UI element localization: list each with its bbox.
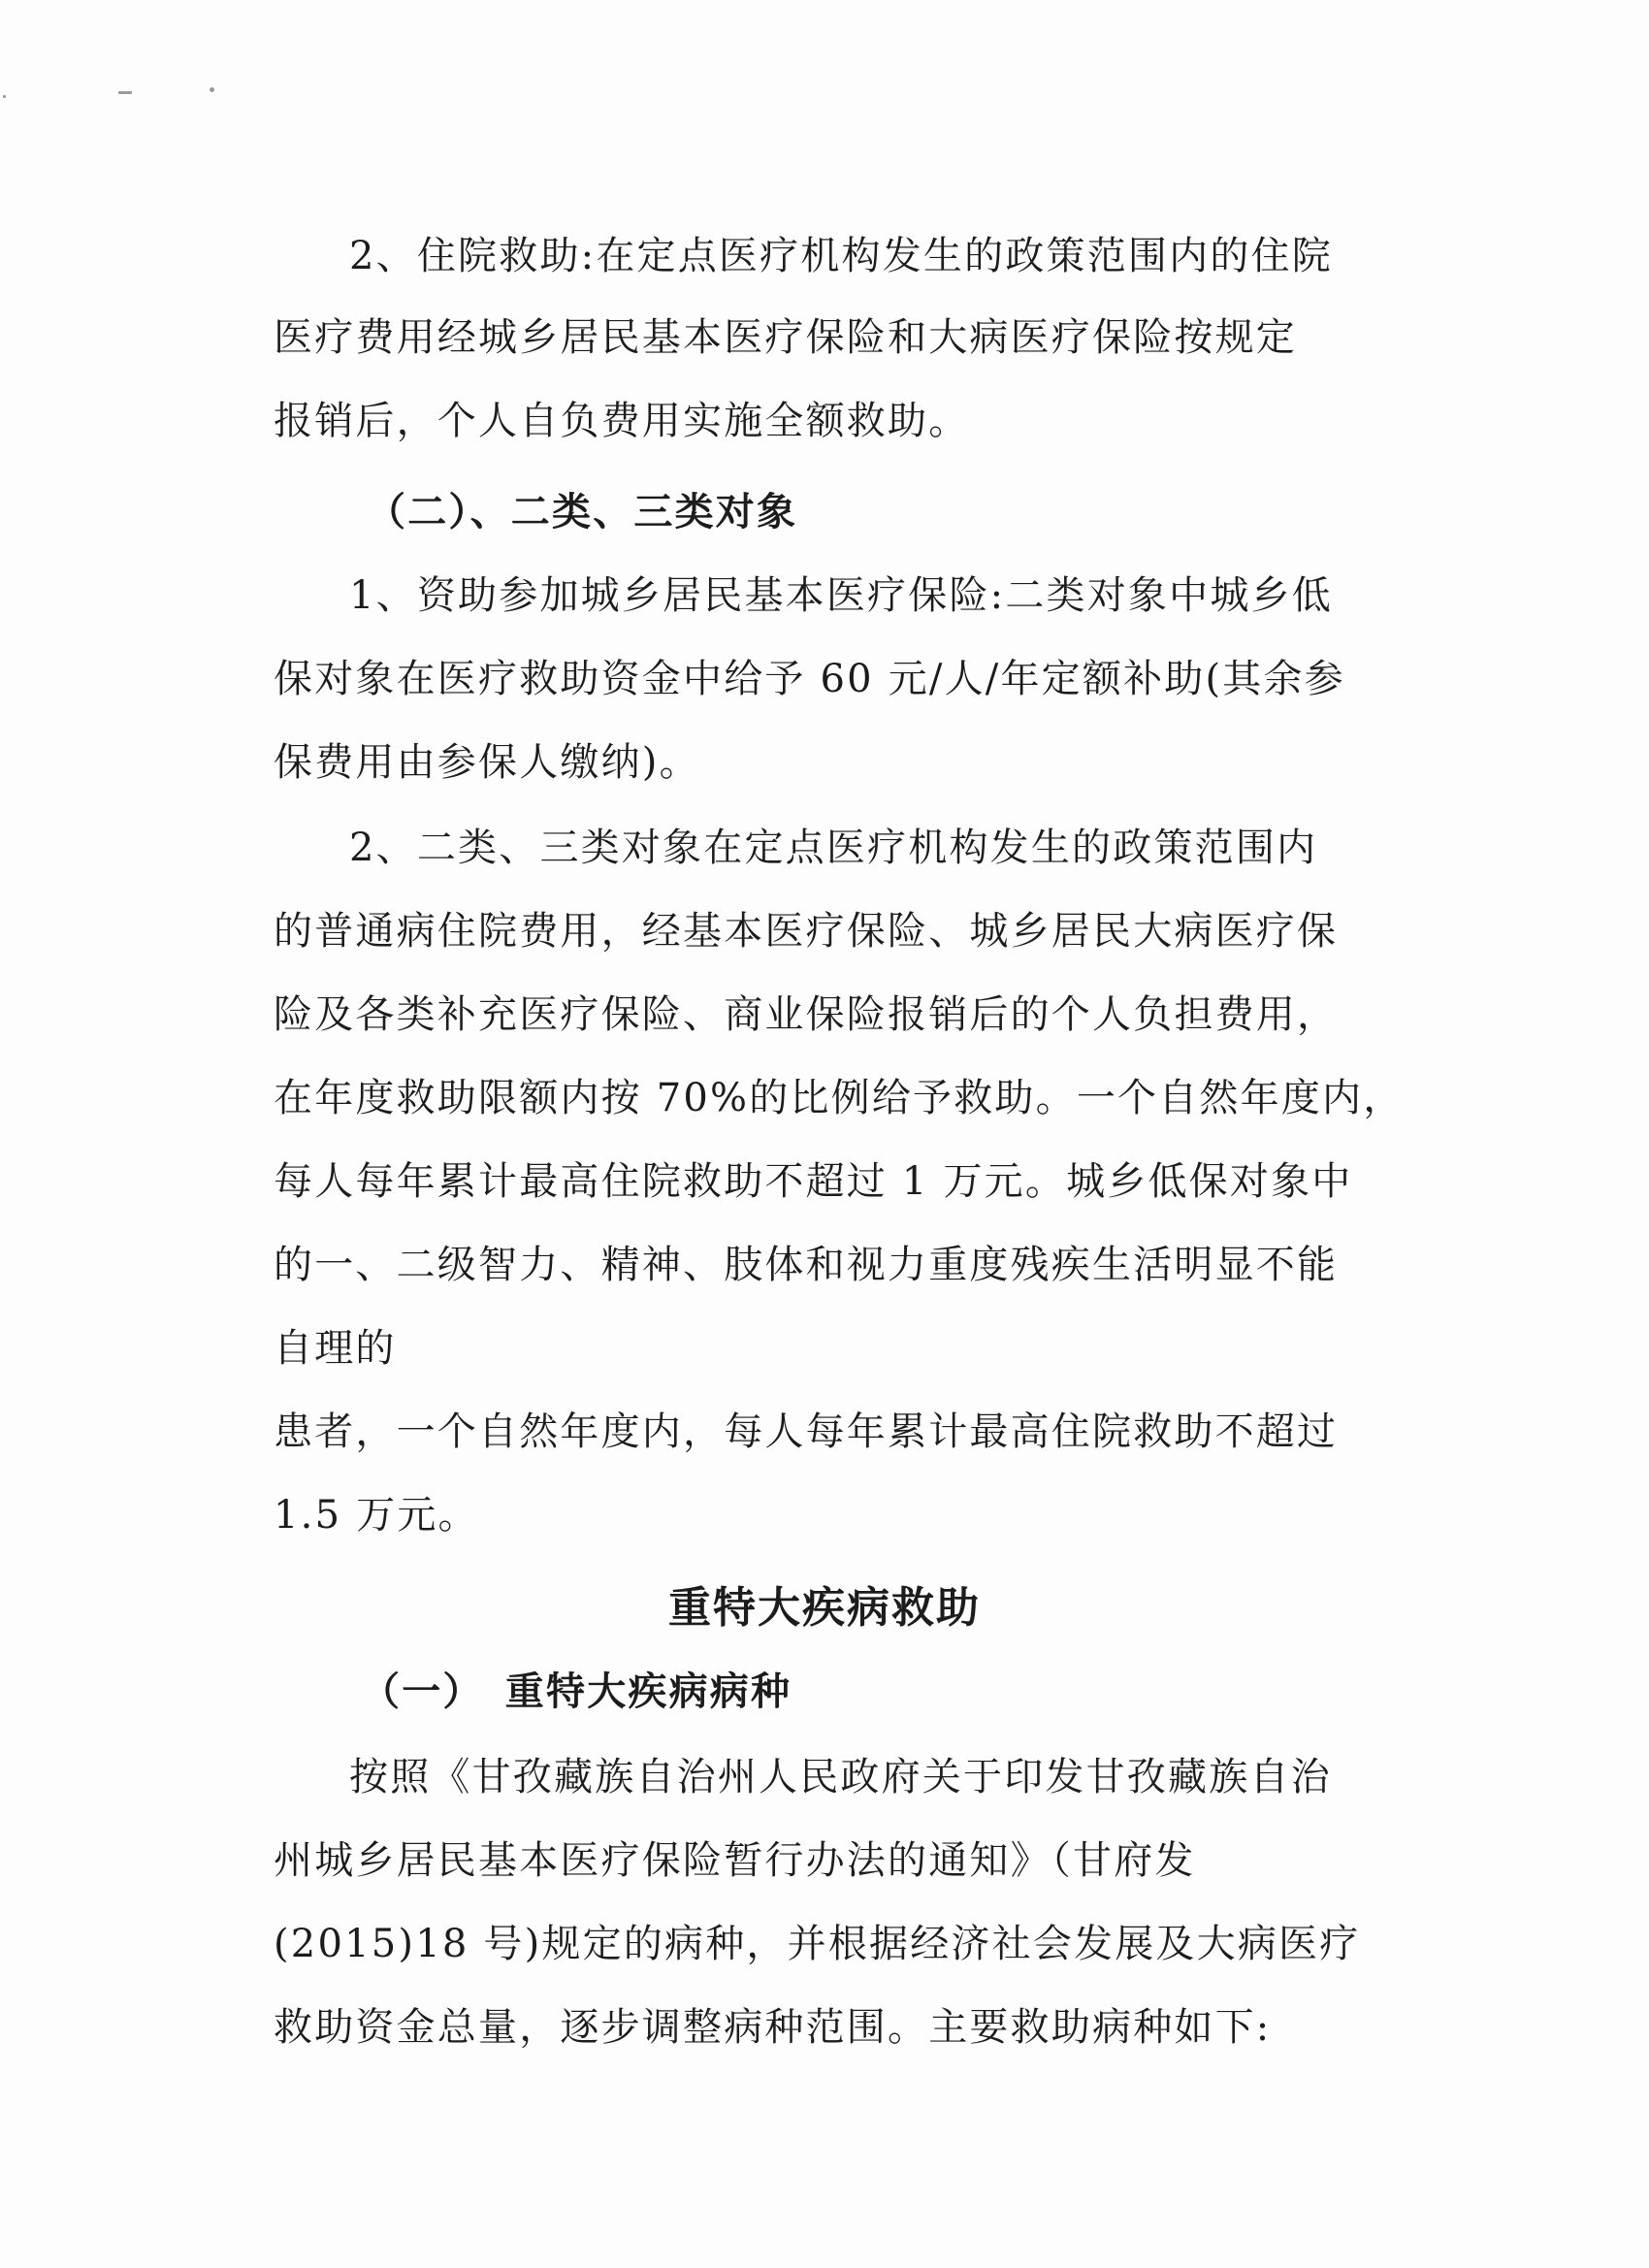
paragraph-line: 险及各类补充医疗保险、商业保险报销后的个人负担费用， xyxy=(274,992,1339,1037)
paragraph-line: 医疗费用经城乡居民基本医疗保险和大病医疗保险按规定 xyxy=(274,315,1297,360)
paragraph-line: 保费用由参保人缴纳)。 xyxy=(274,740,700,785)
paragraph-line: 的一、二级智力、精神、肢体和视力重度残疾生活明显不能 xyxy=(274,1243,1339,1287)
section-title-major-illness-assistance: 重特大疾病救助 xyxy=(668,1583,981,1633)
paragraph-line: 2、住院救助:在定点医疗机构发生的政策范围内的住院 xyxy=(349,234,1333,278)
paragraph-line: 在年度救助限额内按 70%的比例给予救助。一个自然年度内， xyxy=(274,1076,1405,1120)
paragraph-line: 州城乡居民基本医疗保险暂行办法的通知》（甘府发 xyxy=(274,1838,1196,1883)
scan-mark-2 xyxy=(210,87,214,92)
paragraph-line: 每人每年累计最高住院救助不超过 1 万元。城乡低保对象中 xyxy=(274,1159,1353,1204)
paragraph-line: 患者，一个自然年度内，每人每年累计最高住院救助不超过 xyxy=(274,1409,1339,1454)
paragraph-line: 的普通病住院费用，经基本医疗保险、城乡居民大病医疗保 xyxy=(274,909,1339,954)
paragraph-line: 保对象在医疗救助资金中给予 60 元/人/年定额补助(其余参 xyxy=(274,657,1345,701)
paragraph-line: 2、二类、三类对象在定点医疗机构发生的政策范围内 xyxy=(349,826,1318,870)
paragraph-line: 1.5 万元。 xyxy=(274,1493,479,1538)
scan-mark-1 xyxy=(118,91,132,94)
paragraph-line: 按照《甘孜藏族自治州人民政府关于印发甘孜藏族自治 xyxy=(349,1755,1332,1799)
paragraph-line: 救助资金总量，逐步调整病种范围。主要救助病种如下: xyxy=(274,2005,1272,2050)
subheading-major-illness-types: （一） 重特大疾病病种 xyxy=(361,1669,792,1714)
subheading-category-two-three: （二）、二类、三类对象 xyxy=(367,489,798,535)
paragraph-line: 1、资助参加城乡居民基本医疗保险:二类对象中城乡低 xyxy=(349,573,1333,618)
paragraph-line: (2015)18 号)规定的病种，并根据经济社会发展及大病医疗 xyxy=(274,1922,1361,1966)
paragraph-line: 自理的 xyxy=(274,1326,397,1371)
scan-mark-3 xyxy=(3,95,6,98)
paragraph-line: 报销后，个人自负费用实施全额救助。 xyxy=(274,399,970,443)
